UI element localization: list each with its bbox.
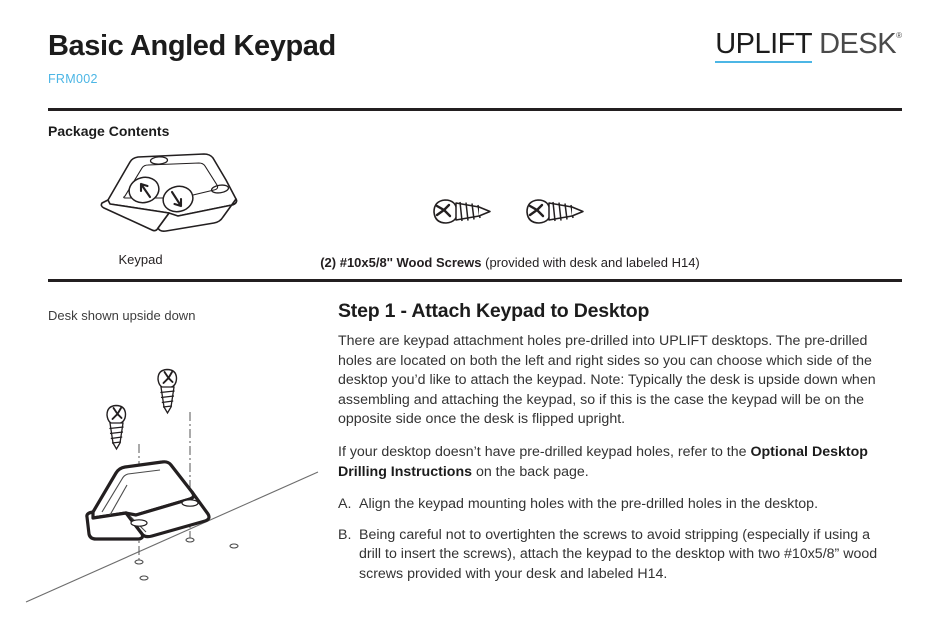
- desktop-hole-1: [135, 560, 143, 564]
- header-divider: [48, 108, 902, 111]
- list-item-marker: A.: [338, 496, 352, 513]
- page-header: [48, 26, 902, 96]
- list-item: [338, 495, 894, 515]
- assembly-diagram: [24, 340, 334, 620]
- desktop-hole-2: [186, 538, 194, 542]
- product-sku: FRM002: [48, 72, 98, 86]
- step-paragraph-2-pre: If your desktop doesn’t have pre-drilled keypad holes, refer to the: [338, 443, 751, 460]
- step-paragraph-2-post: on the back page.: [472, 463, 589, 480]
- wood-screw-icon: [527, 200, 583, 223]
- page-title: Basic Angled Keypad: [48, 30, 336, 62]
- list-item-marker: B.: [338, 526, 352, 543]
- package-contents-divider: [48, 279, 902, 282]
- desktop-hole-3: [140, 576, 148, 580]
- wood-screw-icon: [107, 406, 126, 450]
- keypad-illustration: [86, 146, 271, 251]
- keypad-hole-left: [131, 520, 147, 526]
- optional-drilling-instructions-ref: Optional Desktop Drilling Instructions: [338, 443, 868, 480]
- registered-trademark-icon: ®: [896, 31, 902, 40]
- list-item: [338, 526, 894, 585]
- step-substep-list: [338, 495, 894, 584]
- list-item-text: Being careful not to overtighten the screws to avoid stripping (especially if using a drill to insert the screws), attach the keypad to the desktop with two #10x5/8” wood screws provided with your desk and labeled H14.: [359, 526, 878, 582]
- wood-screw-icon: [434, 200, 490, 223]
- step-paragraph-1: There are keypad attachment holes pre-drilled into UPLIFT desktops. The pre-drilled holes are located on both the left and right sides so you can choose which side of the desktop you’d like to attach the keypad. Note: Typically the desk is upside down when assembling and attaching the keypad, so if this is the case the keypad will be on the opposite side once the desk is flipped upright.: [338, 333, 876, 428]
- list-item-text: Align the keypad mounting holes with the pre-drilled holes in the desktop.: [359, 496, 819, 513]
- keypad-hole-right: [182, 500, 198, 506]
- screw-caption: [230, 255, 790, 271]
- logo-uplift-text: UPLIFT: [715, 30, 812, 63]
- wood-screw-icon: [158, 370, 177, 414]
- uplift-desk-logo: [715, 30, 902, 63]
- step-paragraph-2: [338, 443, 894, 482]
- screw-caption-note: (provided with desk and labeled H14): [481, 255, 700, 270]
- keypad-caption: Keypad: [118, 252, 163, 267]
- desk-orientation-note: Desk shown upside down: [48, 308, 196, 323]
- step-title: Step 1 - Attach Keypad to Desktop: [338, 300, 650, 322]
- desktop-hole-4: [230, 544, 238, 548]
- step-section: [338, 300, 894, 596]
- logo-desk-text: DESK: [819, 28, 897, 60]
- wood-screws-illustration: [418, 190, 608, 250]
- screw-caption-bold: (2) #10x5/8'' Wood Screws: [320, 255, 482, 270]
- package-contents-heading: Package Contents: [48, 123, 170, 139]
